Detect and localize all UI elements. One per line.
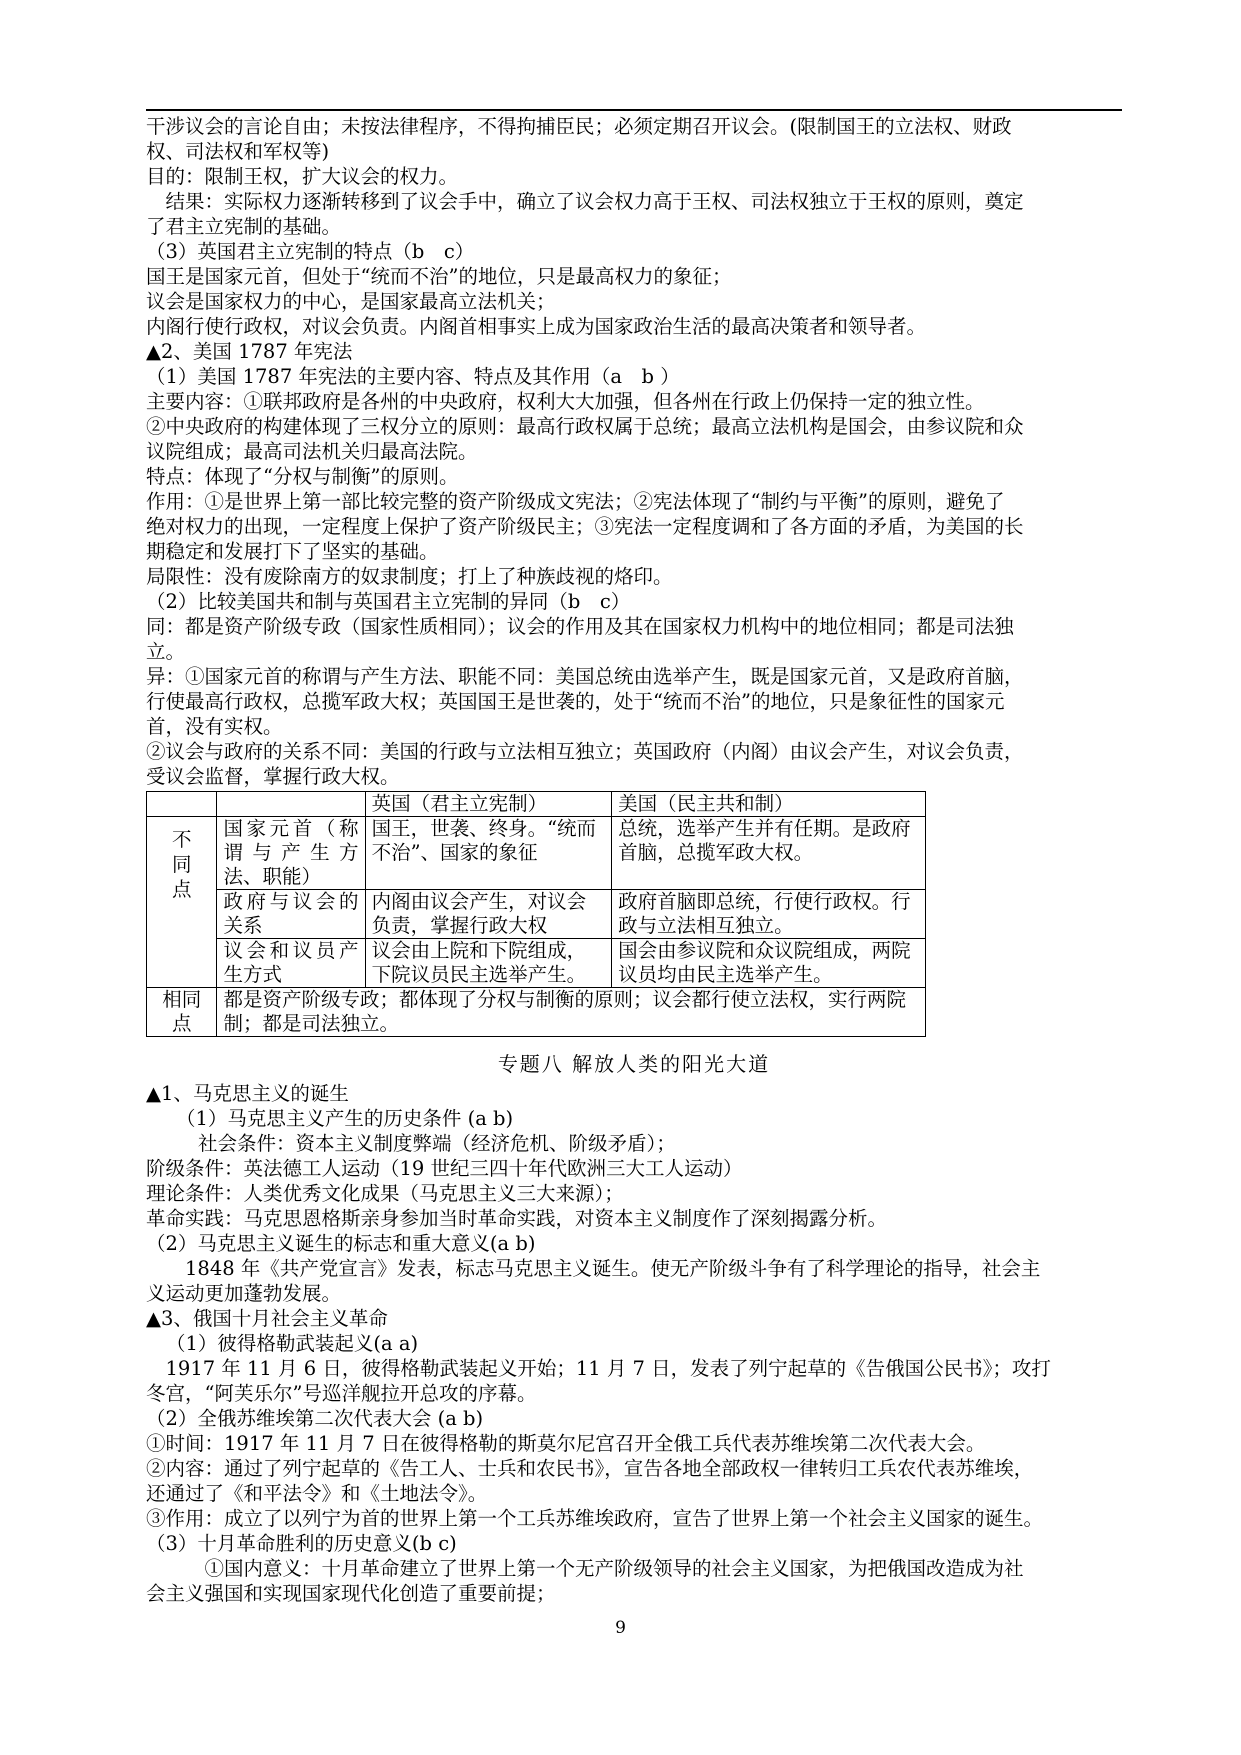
us-cell: 国会由参议院和众议院组成，两院议员均由民主选举产生。 [612,939,926,988]
aspect-cell: 议会和议员产生方式 [217,939,365,988]
aspect-cell: 国家元首（称谓与产生方法、职能） [217,817,365,890]
us-cell: 政府首脑即总统，行使行政权。行政与立法相互独立。 [612,890,926,939]
text-line: 1848 年《共产党宣言》发表，标志马克思主义诞生。使无产阶级斗争有了科学理论的指导，社会主 [146,1257,1041,1280]
text-line: ②议会与政府的关系不同：美国的行政与立法相互独立；英国政府（内阁）由议会产生，对议会负责， [146,740,1024,763]
text-line: 结果：实际权力逐渐转移到了议会手中，确立了议会权力高于王权、司法权独立于王权的原则，奠定 [146,190,1024,213]
text-line: 权、司法权和军权等) [146,140,330,163]
text-line: 立。 [146,640,186,663]
text-line: 会主义强国和实现国家现代化创造了重要前提； [146,1582,556,1605]
text-line: 内阁行使行政权，对议会负责。内阁首相事实上成为国家政治生活的最高决策者和领导者。 [146,315,927,338]
text-line: 理论条件：人类优秀文化成果（马克思主义三大来源）； [146,1182,624,1205]
text-line: ▲2、美国 1787 年宪法 [146,340,353,363]
table-header-us: 美国（民主共和制） [612,792,926,817]
text-line: 首，没有实权。 [146,715,283,738]
text-line: 1917 年 11 月 6 日，彼得格勒武装起义开始；11 月 7 日，发表了列宁起草的《告俄国公民书》；攻打 [146,1357,1051,1380]
text-line: ▲1、马克思主义的诞生 [146,1082,349,1105]
text-line: 革命实践：马克思恩格斯亲身参加当时革命实践，对资本主义制度作了深刻揭露分析。 [146,1207,888,1230]
text-line: 同：都是资产阶级专政（国家性质相同）；议会的作用及其在国家权力机构中的地位相同；都是司法独 [146,615,1014,638]
text-line: （2）全俄苏维埃第二次代表大会 (a b) [146,1407,484,1430]
text-line: 期稳定和发展打下了坚实的基础。 [146,540,439,563]
text-line: 主要内容：①联邦政府是各州的中央政府，权利大大加强，但各州在行政上仍保持一定的独立性。 [146,390,985,413]
text-line: 了君主立宪制的基础。 [146,215,342,238]
text-line: （3）英国君主立宪制的特点（b c） [146,240,475,263]
table-row [147,817,926,890]
text-line: 特点：体现了“分权与制衡”的原则。 [146,465,459,488]
text-line: ①时间：1917 年 11 月 7 日在彼得格勒的斯莫尔尼宫召开全俄工兵代表苏维埃第二次代表大会。 [146,1432,986,1455]
text-line: （1）美国 1787 年宪法的主要内容、特点及其作用（a b ） [146,365,680,388]
table-row [147,939,926,988]
text-line: 局限性：没有废除南方的奴隶制度；打上了种族歧视的烙印。 [146,565,673,588]
text-line: （1）马克思主义产生的历史条件 (a b) [176,1107,514,1130]
text-line: ▲3、俄国十月社会主义革命 [146,1307,388,1330]
text-line: ②内容：通过了列宁起草的《告工人、士兵和农民书》，宣告各地全部政权一律转归工兵农代表苏维埃， [146,1457,1034,1480]
diff-label-text: 不同点 [171,828,192,901]
us-cell: 总统，选举产生并有任期。是政府首脑，总揽军政大权。 [612,817,926,890]
section-title: 专题八 解放人类的阳光大道 [497,1052,771,1076]
text-line: 异：①国家元首的称谓与产生方法、职能不同：美国总统由选举产生，既是国家元首，又是政府首脑， [146,665,1024,688]
text-block-marxism [146,1081,1122,1606]
text-line: ①国内意义：十月革命建立了世界上第一个无产阶级领导的社会主义国家，为把俄国改造成为社 [146,1557,1024,1580]
table-header-row [147,792,926,817]
text-line: 冬宫，“阿芙乐尔”号巡洋舰拉开总攻的序幕。 [146,1382,537,1405]
text-line: 义运动更加蓬勃发展。 [146,1282,342,1305]
page-number: 9 [615,1618,626,1638]
text-line: 社会条件：资本主义制度弊端（经济危机、阶级矛盾）； [198,1132,676,1155]
comparison-table [146,791,926,1037]
text-line: 行使最高行政权，总揽军政大权；英国国王是世袭的，处于“统而不治”的地位，只是象征性的国家元 [146,690,1005,713]
uk-cell: 内阁由议会产生，对议会负责，掌握行政大权 [365,890,612,939]
table-row-same [147,988,926,1037]
diff-label [147,817,217,988]
aspect-cell: 政府与议会的关系 [217,890,365,939]
text-line: 还通过了《和平法令》和《土地法令》。 [146,1482,488,1505]
text-line: （2）马克思主义诞生的标志和重大意义(a b) [146,1232,536,1255]
table-row [147,890,926,939]
table-header-cell [217,792,365,817]
uk-cell: 国王，世袭、终身。“统而不治”、国家的象征 [365,817,612,890]
text-line: （2）比较美国共和制与英国君主立宪制的异同（b c） [146,590,631,613]
text-line: （1）彼得格勒武装起义(a a) [166,1332,419,1355]
text-line: 绝对权力的出现，一定程度上保护了资产阶级民主；③宪法一定程度调和了各方面的矛盾，为美国的长 [146,515,1024,538]
header-rule [146,109,1122,111]
same-text: 都是资产阶级专政；都体现了分权与制衡的原则；议会都行使立法权，实行两院制；都是司法独立。 [217,988,926,1037]
table-header-cell [147,792,217,817]
text-line: 国王是国家元首，但处于“统而不治”的地位，只是最高权力的象征； [146,265,732,288]
text-line: （3）十月革命胜利的历史意义(b c) [146,1532,457,1555]
text-line: 议院组成；最高司法机关归最高法院。 [146,440,478,463]
text-line: 目的：限制王权，扩大议会的权力。 [146,165,459,188]
uk-cell: 议会由上院和下院组成，下院议员民主选举产生。 [365,939,612,988]
table-header-uk: 英国（君主立宪制） [365,792,612,817]
text-block-constitution [146,114,1122,789]
text-line: 议会是国家权力的中心，是国家最高立法机关； [146,290,556,313]
text-line: ②中央政府的构建体现了三权分立的原则：最高行政权属于总统；最高立法机构是国会，由参议院和众 [146,415,1024,438]
text-line: 干涉议会的言论自由；未按法律程序，不得拘捕臣民；必须定期召开议会。(限制国王的立法权、财政 [146,115,1012,138]
text-line: 受议会监督，掌握行政大权。 [146,765,400,788]
text-line: ③作用：成立了以列宁为首的世界上第一个工兵苏维埃政府，宣告了世界上第一个社会主义国家的诞生。 [146,1507,1044,1530]
text-line: 阶级条件：英法德工人运动（19 世纪三四十年代欧洲三大工人运动） [146,1157,743,1180]
text-line: 作用：①是世界上第一部比较完整的资产阶级成文宪法；②宪法体现了“制约与平衡”的原则，避免了 [146,490,1005,513]
same-label: 相同点 [147,988,217,1037]
document-body [146,114,1122,1606]
